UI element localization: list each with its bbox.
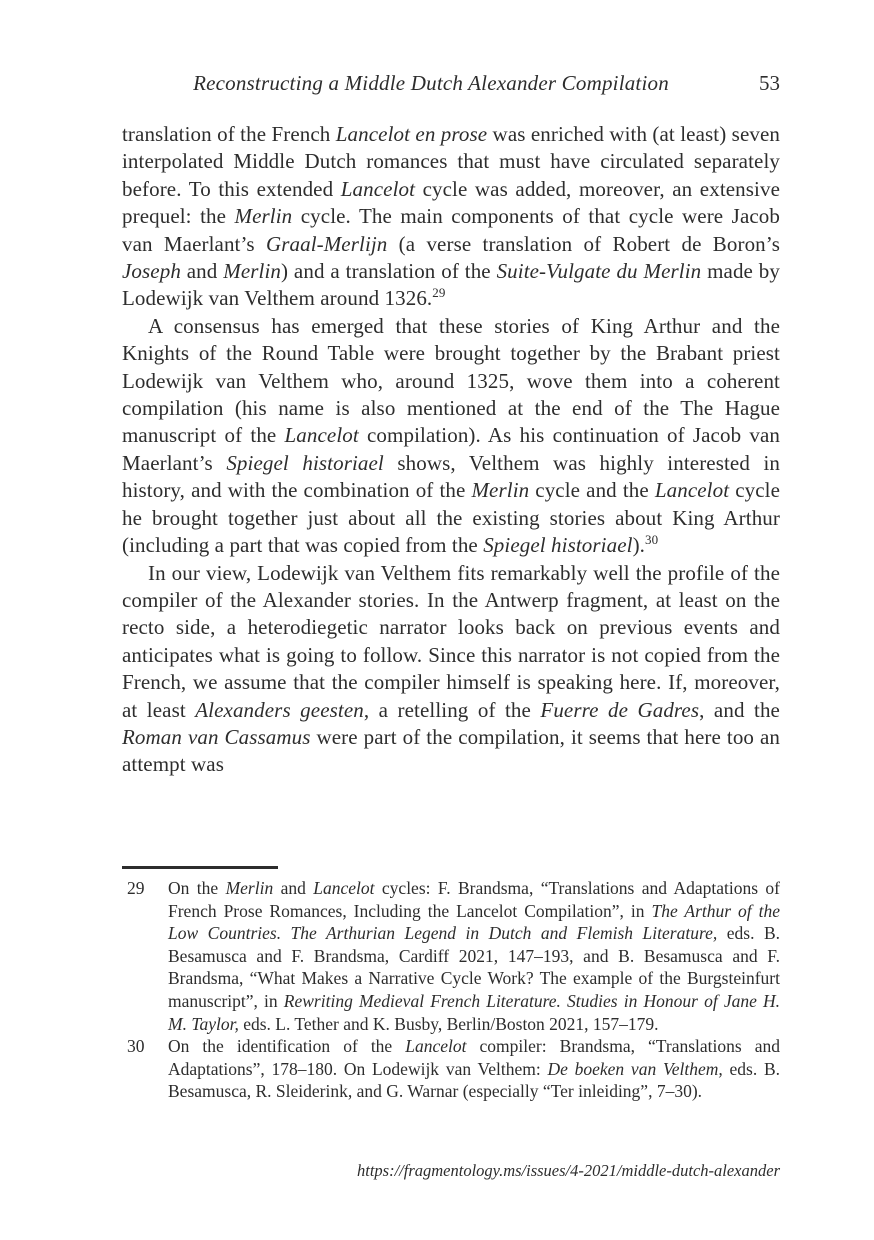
- footnotes: [122, 877, 780, 1103]
- running-head: [122, 70, 780, 96]
- body-text: [122, 121, 780, 779]
- running-head-title: Reconstructing a Middle Dutch Alexander Compilation: [193, 71, 669, 95]
- footnote: [122, 877, 780, 1035]
- footnote-text: On the Merlin and Lancelot cycles: F. Brandsma, “Translations and Adaptations of French Prose Romances, Including the Lancelot Compilation”, in The Arthur of the Low Countries. The Arthurian Legend in Dutch and Flemish Literature, eds. B. Besamusca and F. Brandsma, Cardiff 2021, 147–193, and B. Besamusca and F. Brandsma, “What Makes a Narrative Cycle Work? The example of the Burgsteinfurt manuscript”, in Rewriting Medieval French Literature. Studies in Honour of Jane H. M. Taylor, eds. L. Tether and K. Busby, Berlin/Boston 2021, 157–179.: [168, 878, 780, 1034]
- footnote-number: 30: [127, 1036, 145, 1057]
- paragraph: translation of the French Lancelot en prose was enriched with (at least) seven interpolated Middle Dutch romances that must have circulated separately before. To this extended Lancelot cycle was added, moreover, an extensive prequel: the Merlin cycle. The main components of that cycle were Jacob van Maerlant’s Graal-Merlijn (a verse translation of Robert de Boron’s Joseph and Merlin) and a translation of the Suite-Vulgate du Merlin made by Lodewijk van Velthem around 1326.29: [122, 122, 781, 311]
- footnote-rule: [122, 866, 278, 869]
- page-footer: [122, 1160, 780, 1181]
- footnote-text: On the identification of the Lancelot compiler: Brandsma, “Translations and Adaptations”, 178–180. On Lodewijk van Velthem: De boeken van Velthem, eds. B. Besamusca, R. Sleiderink, and G. Warnar (especially “Ter inleiding”, 7–30).: [168, 1036, 780, 1102]
- paragraph: In our view, Lodewijk van Velthem fits remarkably well the profile of the compiler of the Alexander stories. In the Antwerp fragment, at least on the recto side, a heterodiegetic narrator looks back on previous events and anticipates what is going to follow. Since this narrator is not copied from the French, we assume that the compiler himself is speaking here. If, moreover, at least Alexanders geesten, a retelling of the Fuerre de Gadres, and the Roman van Cassamus were part of the compilation, it seems that here too an attempt was: [122, 560, 781, 777]
- page-number: 53: [759, 71, 780, 95]
- footnote-number: 29: [127, 878, 145, 898]
- footer-url: https://fragmentology.ms/issues/4-2021/middle-dutch-alexander: [357, 1161, 780, 1180]
- paragraph: A consensus has emerged that these stories of King Arthur and the Knights of the Round Table were brought together by the Brabant priest Lodewijk van Velthem who, around 1325, wove them into a coherent compilation (his name is also mentioned at the end of the The Hague manuscript of the Lancelot compilation). As his continuation of Jacob van Maerlant’s Spiegel historiael shows, Velthem was highly interested in history, and with the combination of the Merlin cycle and the Lancelot cycle he brought together just about all the existing stories about King Arthur (including a part that was copied from the Spiegel historiael).$^{30}$: [122, 313, 780, 558]
- footnote: [122, 1035, 780, 1103]
